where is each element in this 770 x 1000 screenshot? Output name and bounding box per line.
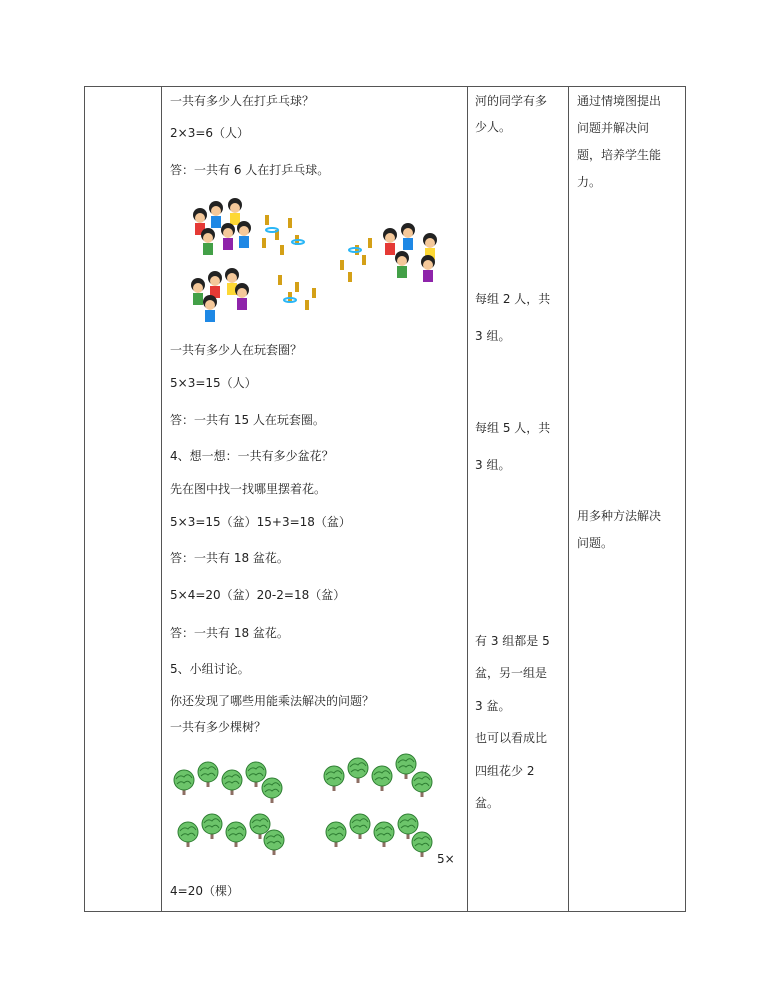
table-border-bottom: [84, 911, 686, 912]
intent-text: 用多种方法解决: [577, 509, 662, 523]
method-2-answer: 答：一共有 18 盆花。: [170, 626, 289, 640]
activity-text: 3 组。: [475, 329, 511, 343]
activity-text: 河的同学有多: [475, 94, 548, 108]
equation-trees-part2: 4=20（棵）: [170, 884, 239, 898]
table-border-top: [84, 86, 686, 87]
tree-icon: [370, 762, 394, 792]
column-divider-3: [568, 86, 569, 912]
tree-icon: [348, 810, 372, 840]
section-4-heading: 4、想一想：一共有多少盆花？: [170, 449, 334, 463]
tree-icon: [196, 758, 220, 788]
section-5-question: 你还发现了哪些用能乘法解决的问题？: [170, 694, 375, 708]
answer-ring-toss: 答：一共有 15 人在玩套圈。: [170, 413, 325, 427]
method-2-equation: 5×4=20（盆）20-2=18（盆）: [170, 588, 346, 602]
tree-icon: [172, 766, 196, 796]
tree-icon: [224, 818, 248, 848]
tree-icon: [176, 818, 200, 848]
method-1-answer: 答：一共有 18 盆花。: [170, 551, 289, 565]
intent-text: 问题并解决问: [577, 121, 650, 135]
tree-icon: [200, 810, 224, 840]
column-divider-2: [467, 86, 468, 912]
activity-text: 3 盆。: [475, 699, 511, 713]
activity-text: 也可以看成比: [475, 731, 548, 745]
activity-text: 每组 2 人，共: [475, 292, 551, 306]
table-border-left: [84, 86, 85, 912]
tree-icon: [324, 818, 348, 848]
kids-group-right: [383, 223, 437, 282]
section-4-hint: 先在图中找一找哪里摆着花。: [170, 482, 327, 496]
equation-pingpong: 2×3=6（人）: [170, 126, 250, 140]
intent-text: 题，培养学生能: [577, 148, 662, 162]
intent-text: 力。: [577, 175, 602, 189]
equation-trees-part1: 5×: [437, 852, 455, 866]
pegs-right: [340, 238, 372, 282]
activity-text: 四组花少 2: [475, 764, 535, 778]
equation-ring-toss: 5×3=15（人）: [170, 376, 257, 390]
activity-text: 盆。: [475, 796, 500, 810]
question-pingpong: 一共有多少人在打乒乓球？: [170, 94, 315, 108]
activity-text: 3 组。: [475, 458, 511, 472]
tree-icon: [262, 826, 286, 856]
tree-icon: [346, 754, 370, 784]
pegs-bottom: [278, 275, 316, 310]
kids-group-bottom-left: [191, 268, 249, 322]
activity-text: 少人。: [475, 120, 512, 134]
table-border-right: [685, 86, 686, 912]
pegs-top: [262, 215, 304, 255]
intent-text: 问题。: [577, 536, 614, 550]
activity-text: 每组 5 人，共: [475, 421, 551, 435]
answer-pingpong: 答：一共有 6 人在打乒乓球。: [170, 163, 330, 177]
tree-icon: [372, 818, 396, 848]
kids-group-top-left: [193, 198, 251, 255]
question-trees: 一共有多少棵树？: [170, 720, 267, 734]
intent-text: 通过情境图提出: [577, 94, 662, 108]
ring-toss-illustration: [180, 190, 450, 330]
method-1-equation: 5×3=15（盆）15+3=18（盆）: [170, 515, 351, 529]
column-divider-1: [161, 86, 162, 912]
activity-text: 有 3 组都是 5: [475, 634, 550, 648]
tree-icon: [220, 766, 244, 796]
tree-icon: [322, 762, 346, 792]
tree-icon: [410, 828, 434, 858]
tree-icon: [410, 768, 434, 798]
question-ring-toss: 一共有多少人在玩套圈？: [170, 343, 303, 357]
activity-text: 盆，另一组是: [475, 666, 548, 680]
section-5-heading: 5、小组讨论。: [170, 662, 250, 676]
tree-icon: [260, 774, 284, 804]
